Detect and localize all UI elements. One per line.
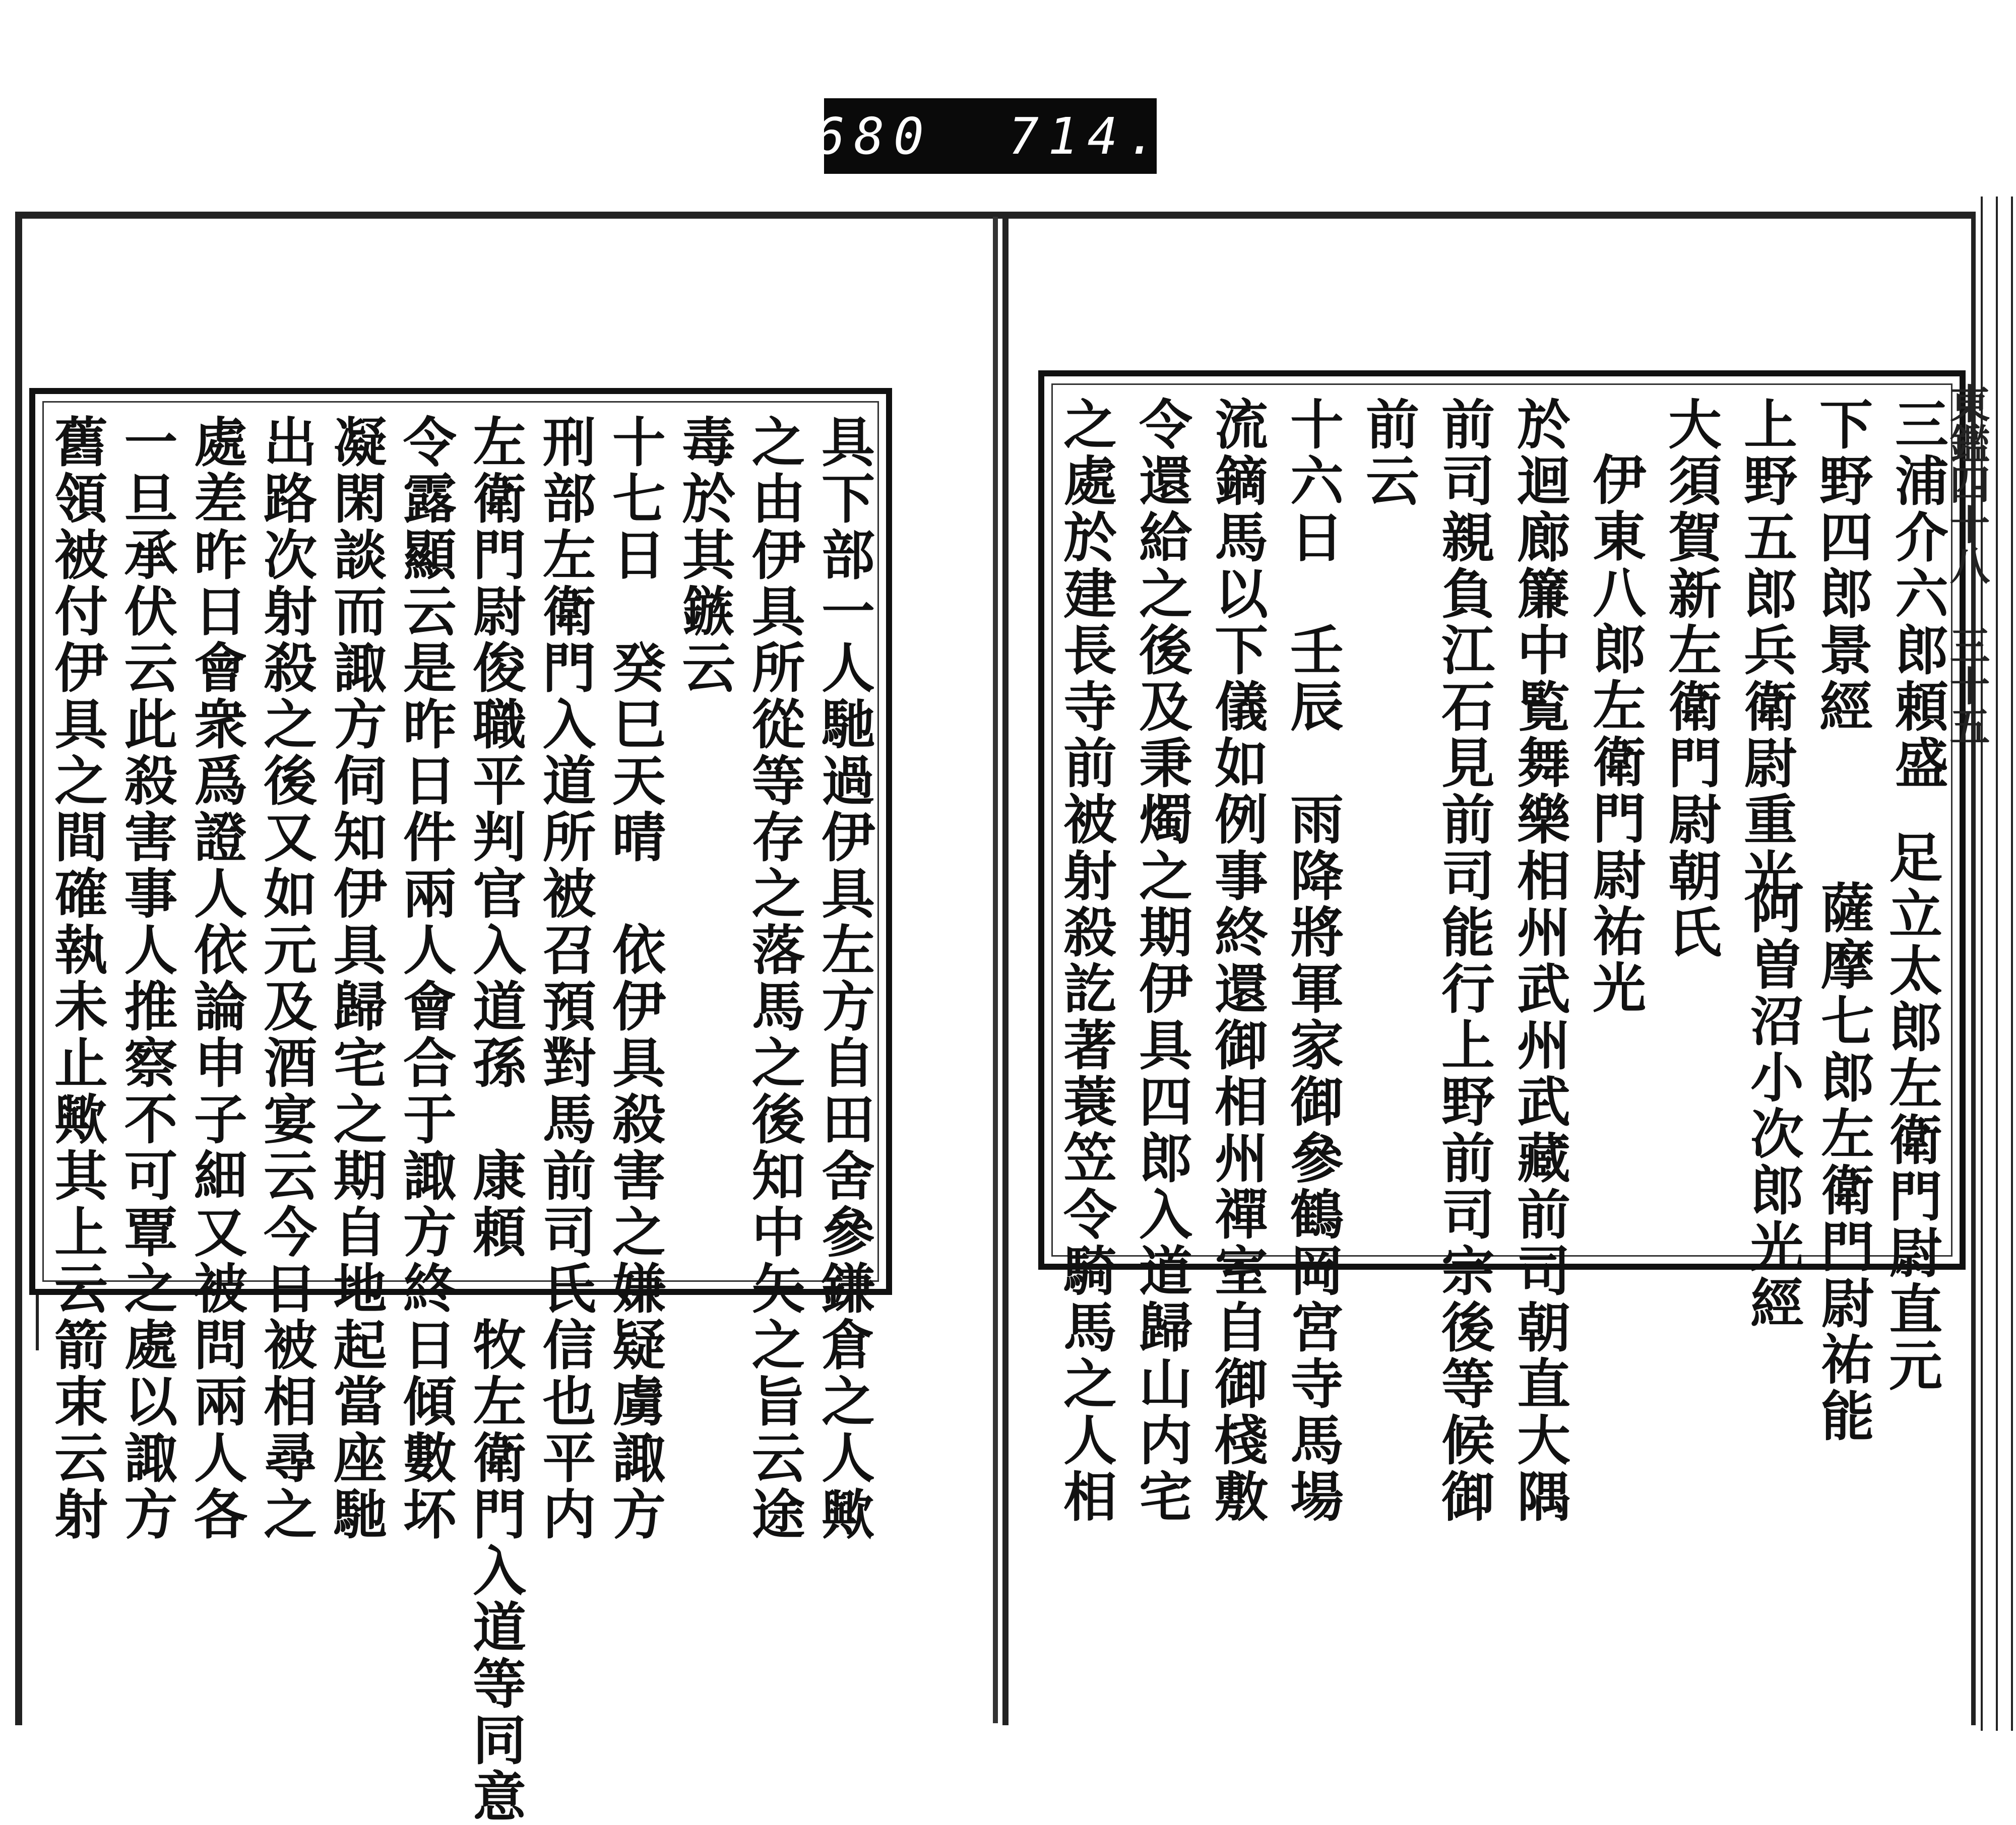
right-col-2-lower: 薩摩七郎左衛門尉祐能 (1812, 880, 1875, 1445)
right-col-6: 於迴廊簾中覧舞樂相州武州武藏前司朝直大隅 (1508, 397, 1571, 1525)
left-col-3: 毒於其鏃云 (673, 414, 737, 696)
right-page-text-frame (1038, 370, 1966, 1525)
left-col-4: 十七日 癸巳天晴 依伊具殺害之嫌疑虜諏方 (603, 414, 667, 1543)
left-col-11: 一旦承伏云此殺害事人推察不可覃之處以諏方 (115, 414, 179, 1543)
right-col-5: 伊東八郎左衛門尉祐光 (1584, 452, 1647, 1016)
left-page-columns (46, 414, 876, 1825)
frame-number-right: 714. (1008, 106, 1166, 166)
left-col-7: 令露顯云是昨日件兩人會合于諏方終日傾數坏 (394, 414, 458, 1543)
right-col-3: 上野五郎兵衛尉重光 (1735, 397, 1798, 904)
right-col-3-lower: 阿曽沼小次郎光經 (1742, 880, 1805, 1332)
left-col-8: 凝閑談而諏方伺知伊具歸宅之期自地起當座馳 (325, 414, 388, 1543)
right-col-4: 大須賀新左衛門尉朝氏 (1660, 397, 1723, 961)
frame-number-left: 680 (814, 106, 933, 166)
right-col-7: 前司親負江石見前司能行上野前司宗後等候御 (1433, 397, 1496, 1525)
right-col-12: 之處於建長寺前被射殺訖著蓑笠令騎馬之人相 (1055, 397, 1118, 1525)
frame-number-label (814, 98, 1166, 174)
left-col-2: 之由伊具所從等存之落馬之後知中矢之旨云途 (743, 414, 806, 1543)
right-col-8: 前云 (1357, 397, 1420, 509)
right-col-2: 下野四郎景經 (1811, 397, 1874, 735)
right-col-11: 令還給之後及秉燭之期伊具四郎入道歸山内宅 (1130, 397, 1193, 1525)
left-col-6: 左衛門尉俊職平判官入道孫 康頼 牧左衛門入道等同意 (464, 414, 528, 1825)
gutter-divider (993, 217, 998, 1723)
right-col-9: 十六日 壬辰 雨降將軍家御參鶴岡宮寺馬場 (1282, 397, 1345, 1525)
left-col-5: 刑部左衛門入道所被召預對馬前司氏信也平内 (534, 414, 597, 1543)
right-col-10: 流鏑馬以下儀如例事終還御相州禪室自御棧敷 (1206, 397, 1269, 1525)
left-col-12: 舊領被付伊具之間確執未止歟其上云箭束云射 (46, 414, 109, 1543)
running-header: 東鑑四十八 三十五 (1943, 383, 1990, 746)
left-col-10: 處差昨日會衆爲證人依論申子細又被問兩人各 (185, 414, 248, 1543)
left-page-text-frame (29, 388, 892, 1825)
right-col-1: 三浦介六郎頼盛 (1886, 397, 1949, 792)
left-col-9: 出路次射殺之後又如元及酒宴云今日被相尋之 (255, 414, 319, 1543)
right-col-1-lower: 足立太郎左衛門尉直元 (1880, 830, 1943, 1394)
left-col-1: 具下部一人馳過伊具左方自田舍參鎌倉之人歟 (812, 414, 876, 1543)
